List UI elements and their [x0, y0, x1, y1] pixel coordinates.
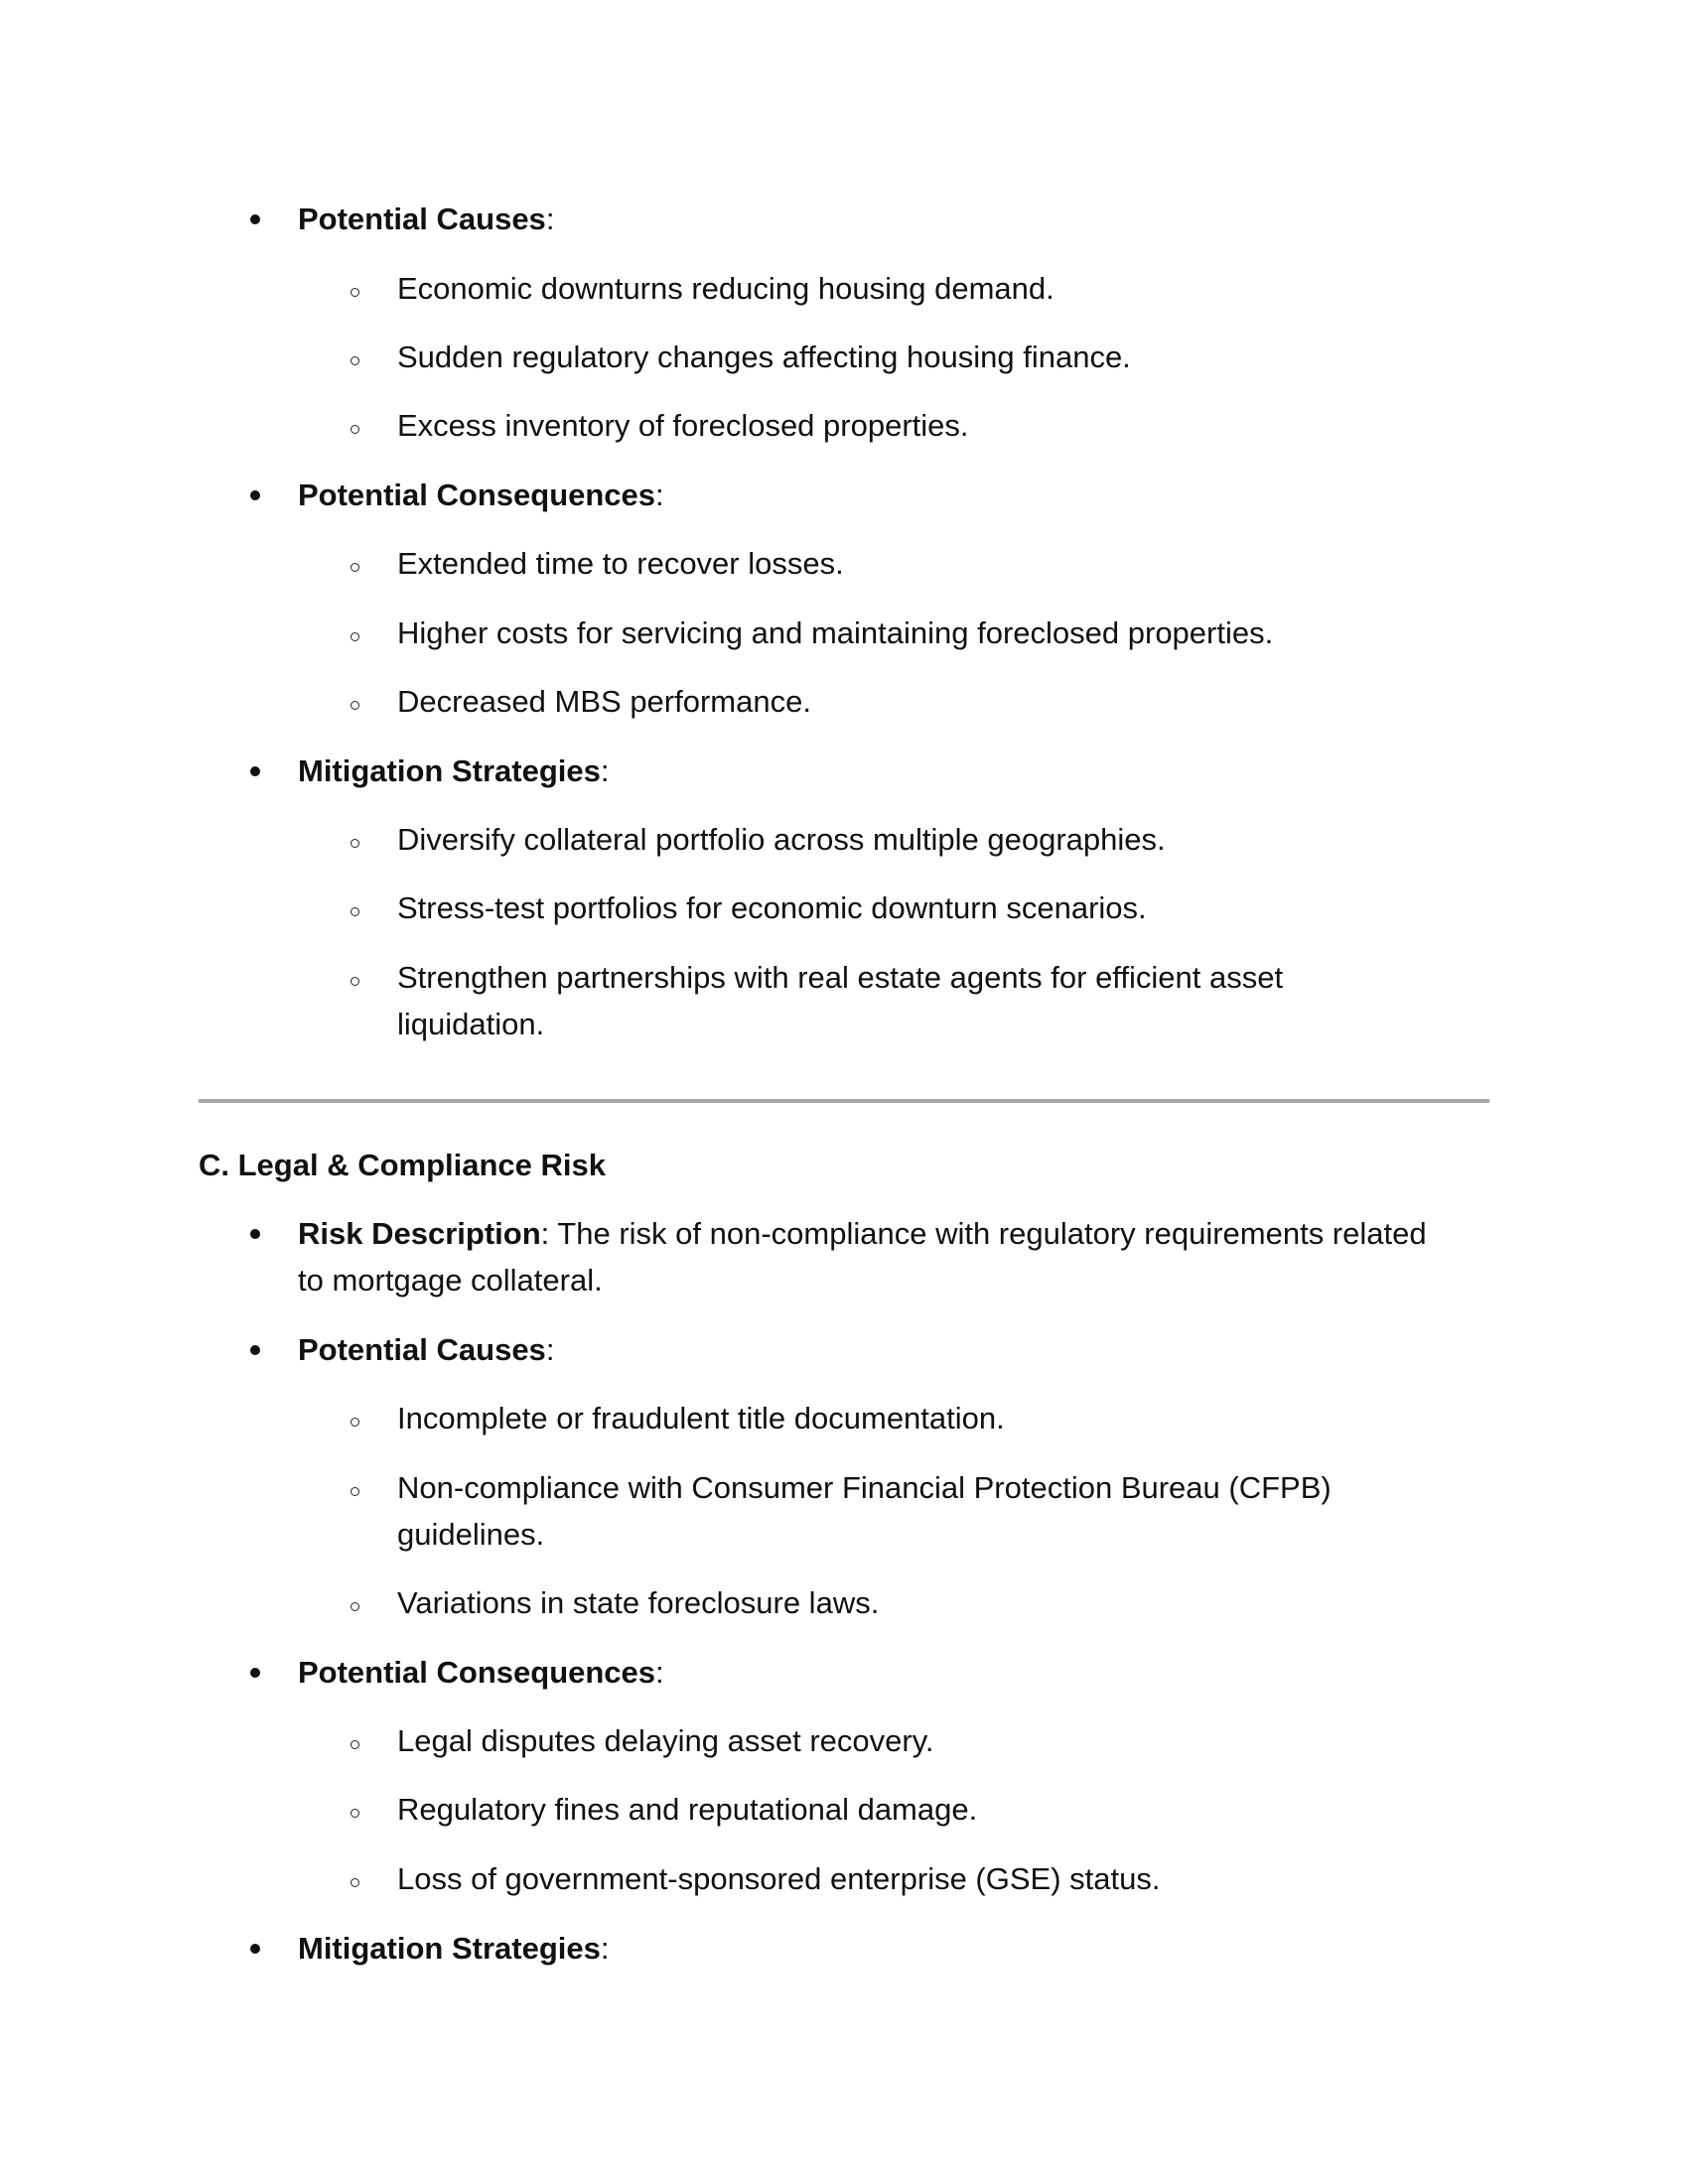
bullet-circle — [351, 1809, 359, 1818]
list-item: Economic downturns reducing housing demand. — [397, 271, 1055, 306]
bullet-circle — [351, 425, 359, 434]
risk-description-text: : The risk of non-compliance with regulatory requirements related — [540, 1216, 1427, 1251]
bullet-circle — [351, 632, 359, 641]
bullet-disc — [250, 1345, 260, 1355]
list-item: Non-compliance with Consumer Financial Protection Bureau (CFPB) — [397, 1470, 1332, 1505]
list-item: Excess inventory of foreclosed properties. — [397, 408, 969, 443]
mitigation-label: Mitigation Strategies — [298, 1931, 601, 1966]
bullet-circle — [351, 701, 359, 710]
bullet-circle — [351, 1418, 359, 1427]
bullet-disc — [250, 766, 260, 776]
risk-description-continuation: to mortgage collateral. — [298, 1263, 603, 1297]
bullet-circle — [351, 356, 359, 365]
bullet-circle — [351, 1878, 359, 1887]
consequences-label: Potential Consequences — [298, 478, 656, 512]
bullet-circle — [351, 1602, 359, 1611]
list-item: Decreased MBS performance. — [397, 684, 811, 719]
mitigation-heading — [298, 748, 610, 794]
bullet-circle — [351, 839, 359, 848]
list-item: Diversify collateral portfolio across multiple geographies. — [397, 822, 1166, 857]
causes-label: Potential Causes — [298, 202, 546, 236]
bullet-disc — [250, 1668, 260, 1678]
mitigation-label: Mitigation Strategies — [298, 753, 601, 788]
bullet-circle — [351, 1740, 359, 1749]
list-item-continuation: liquidation. — [397, 1007, 545, 1041]
bullet-disc — [250, 214, 260, 224]
bullet-circle — [351, 1487, 359, 1496]
list-item: Variations in state foreclosure laws. — [397, 1585, 880, 1620]
colon: : — [545, 202, 555, 236]
list-item: Sudden regulatory changes affecting housing finance. — [397, 340, 1131, 374]
bullet-disc — [250, 1229, 260, 1239]
bullet-circle — [351, 563, 359, 572]
bullet-disc — [250, 490, 260, 500]
mitigation-heading — [298, 1925, 610, 1972]
colon: : — [545, 1332, 555, 1367]
consequences-heading — [298, 472, 664, 518]
bullet-circle — [351, 288, 359, 297]
consequences-heading — [298, 1649, 664, 1696]
causes-heading — [298, 196, 554, 242]
list-item-continuation: guidelines. — [397, 1517, 545, 1552]
list-item: Incomplete or fraudulent title documentation. — [397, 1401, 1005, 1435]
list-item: Strengthen partnerships with real estate agents for efficient asset — [397, 960, 1284, 995]
bullet-disc — [250, 1944, 260, 1954]
list-item: Loss of government-sponsored enterprise (GSE) status. — [397, 1861, 1161, 1896]
list-item: Extended time to recover losses. — [397, 546, 844, 581]
colon: : — [600, 1931, 610, 1966]
list-item: Higher costs for servicing and maintaining foreclosed properties. — [397, 615, 1274, 650]
colon: : — [600, 753, 610, 788]
causes-label: Potential Causes — [298, 1332, 546, 1367]
colon: : — [655, 478, 664, 512]
section-heading: C. Legal & Compliance Risk — [199, 1148, 606, 1182]
list-item: Legal disputes delaying asset recovery. — [397, 1723, 934, 1758]
risk-description-label: Risk Description — [298, 1216, 541, 1251]
colon: : — [655, 1655, 664, 1690]
risk-description — [298, 1210, 1427, 1257]
causes-heading — [298, 1326, 554, 1373]
list-item: Stress-test portfolios for economic downturn scenarios. — [397, 890, 1147, 925]
section-divider — [199, 1099, 1489, 1103]
bullet-circle — [351, 907, 359, 916]
list-item: Regulatory fines and reputational damage. — [397, 1792, 978, 1827]
consequences-label: Potential Consequences — [298, 1655, 656, 1690]
bullet-circle — [351, 977, 359, 986]
